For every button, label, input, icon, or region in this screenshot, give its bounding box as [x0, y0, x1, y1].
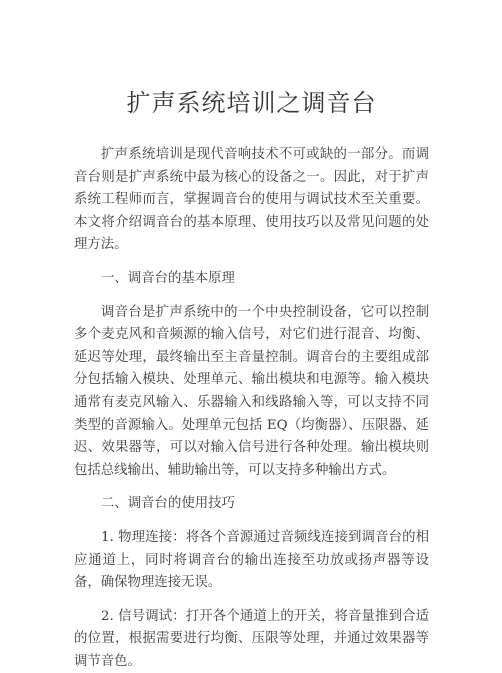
section-heading-usage-tips: 二、调音台的使用技巧	[101, 496, 235, 512]
intro-paragraph: 扩声系统培训是现代音响技术不可或缺的一部分。而调音台则是扩声系统中最为核心的设备之一。因此，对于扩声系统工程师而言，掌握调音台的使用与调试技术至关重要。本文将介绍调音台的基本原理、使用技巧以及常见问题的处理方法。	[74, 147, 429, 253]
section-heading-basic-principles: 一、调音台的基本原理	[101, 270, 235, 286]
basic-principles-paragraph: 调音台是扩声系统中的一个中央控制设备，它可以控制多个麦克风和音频源的输入信号，对它们进行混音、均衡、延迟等处理，最终输出至主音量控制。调音台的主要组成部分包括输入模块、处理单元、输出模块和电源等。输入模块通常有麦克风输入、乐器输入和线路输入等，可以支持不同类型的音源输入。处理单元包括 EQ（均衡器）、压限器、延迟、效果器等，可以对输入信号进行各种处理。输出模块则包括总线输出、辅助输出等，可以支持多种输出方式。	[74, 304, 429, 478]
tip-physical-connection: 1. 物理连接：将各个音源通过音频线连接到调音台的相应通道上，同时将调音台的输出连接至功放或扬声器等设备，确保物理连接无误。	[74, 529, 429, 591]
document-title: 扩声系统培训之调音台	[126, 89, 377, 117]
tip-signal-debugging: 2. 信号调试：打开各个通道上的开关，将音量推到合适的位置，根据需要进行均衡、压限等处理，并通过效果器等调节音色。	[74, 608, 429, 669]
